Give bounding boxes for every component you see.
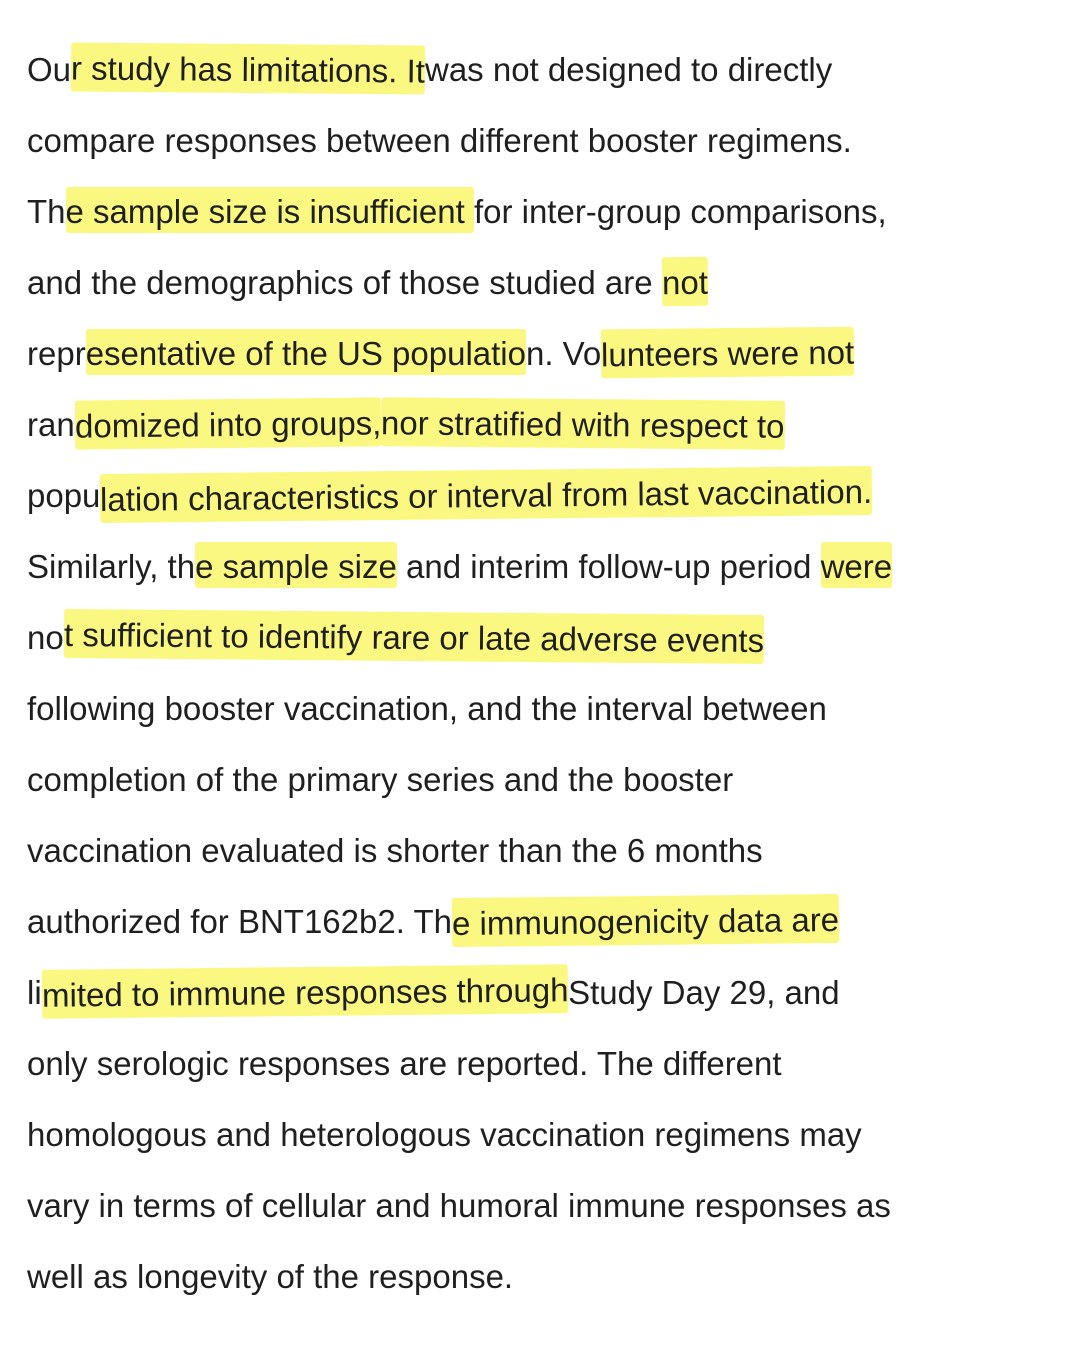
text-segment: completion of the primary series and the booster [27, 761, 734, 798]
text-segment: well as longevity of the response. [27, 1258, 514, 1295]
text-line-6 [27, 395, 785, 455]
text-segment: for inter-group comparisons, [473, 193, 887, 230]
text-segment: only serologic responses are reported. The different [27, 1045, 782, 1082]
text-segment: authorized for BNT162b2. Th [27, 903, 452, 940]
highlighted-text: not [662, 257, 708, 306]
text-segment: ran [27, 406, 75, 443]
highlighted-text: e immunogenicity data are [452, 894, 840, 947]
text-line-16 [27, 1105, 862, 1165]
text-segment: compare responses between different booster regimens. [27, 122, 852, 159]
text-segment: li [27, 974, 42, 1011]
text-line-5 [27, 324, 854, 384]
text-line-2 [27, 111, 852, 171]
text-segment: vary in terms of cellular and humoral immune responses as [27, 1187, 891, 1224]
text-segment: repr [27, 335, 86, 372]
text-line-3 [27, 182, 887, 242]
text-line-13 [27, 892, 839, 952]
text-segment: homologous and heterologous vaccination regimens may [27, 1116, 862, 1153]
highlighted-text: r study has limitations. It [71, 42, 425, 94]
text-segment: and interim follow-up period [396, 548, 821, 585]
text-segment: no [27, 619, 64, 656]
text-line-4 [27, 253, 708, 313]
text-segment: and the demographics of those studied are [27, 264, 662, 301]
text-line-14 [27, 963, 840, 1023]
text-segment: vaccination evaluated is shorter than the 6 months [27, 832, 763, 869]
highlighted-text: esentative of the US populatio [86, 329, 526, 375]
highlighted-text: e sample size is insufficient [66, 187, 474, 233]
text-segment: Study Day 29, and [568, 974, 840, 1011]
text-segment: following booster vaccination, and the interval between [27, 690, 827, 727]
text-segment: Th [27, 193, 66, 230]
text-segment: was not designed to directly [425, 51, 833, 88]
highlighted-text: were [821, 542, 893, 588]
highlighted-text: lunteers were not [601, 327, 855, 379]
text-line-17 [27, 1176, 891, 1236]
text-segment: Similarly, th [27, 548, 196, 585]
text-line-12 [27, 821, 763, 881]
text-segment: Ou [27, 51, 72, 88]
highlighted-text: nor stratified with respect to [381, 397, 785, 450]
highlighted-text: domized into groups, [74, 397, 381, 449]
highlighted-text: lation characteristics or interval from last vaccination. [100, 466, 873, 523]
text-line-15 [27, 1034, 782, 1094]
highlighted-text: e sample size [195, 542, 397, 588]
text-line-9 [27, 608, 764, 668]
text-line-11 [27, 750, 733, 810]
text-segment: popu [27, 477, 101, 514]
text-line-10 [27, 679, 827, 739]
text-line-8 [27, 537, 892, 597]
text-line-18 [27, 1247, 513, 1307]
text-line-7 [27, 466, 873, 526]
text-line-1 [27, 40, 832, 100]
text-segment: n. Vo [525, 335, 602, 372]
highlighted-text: t sufficient to identify rare or late adverse events [64, 609, 764, 664]
highlighted-text: mited to immune responses through [41, 964, 568, 1019]
